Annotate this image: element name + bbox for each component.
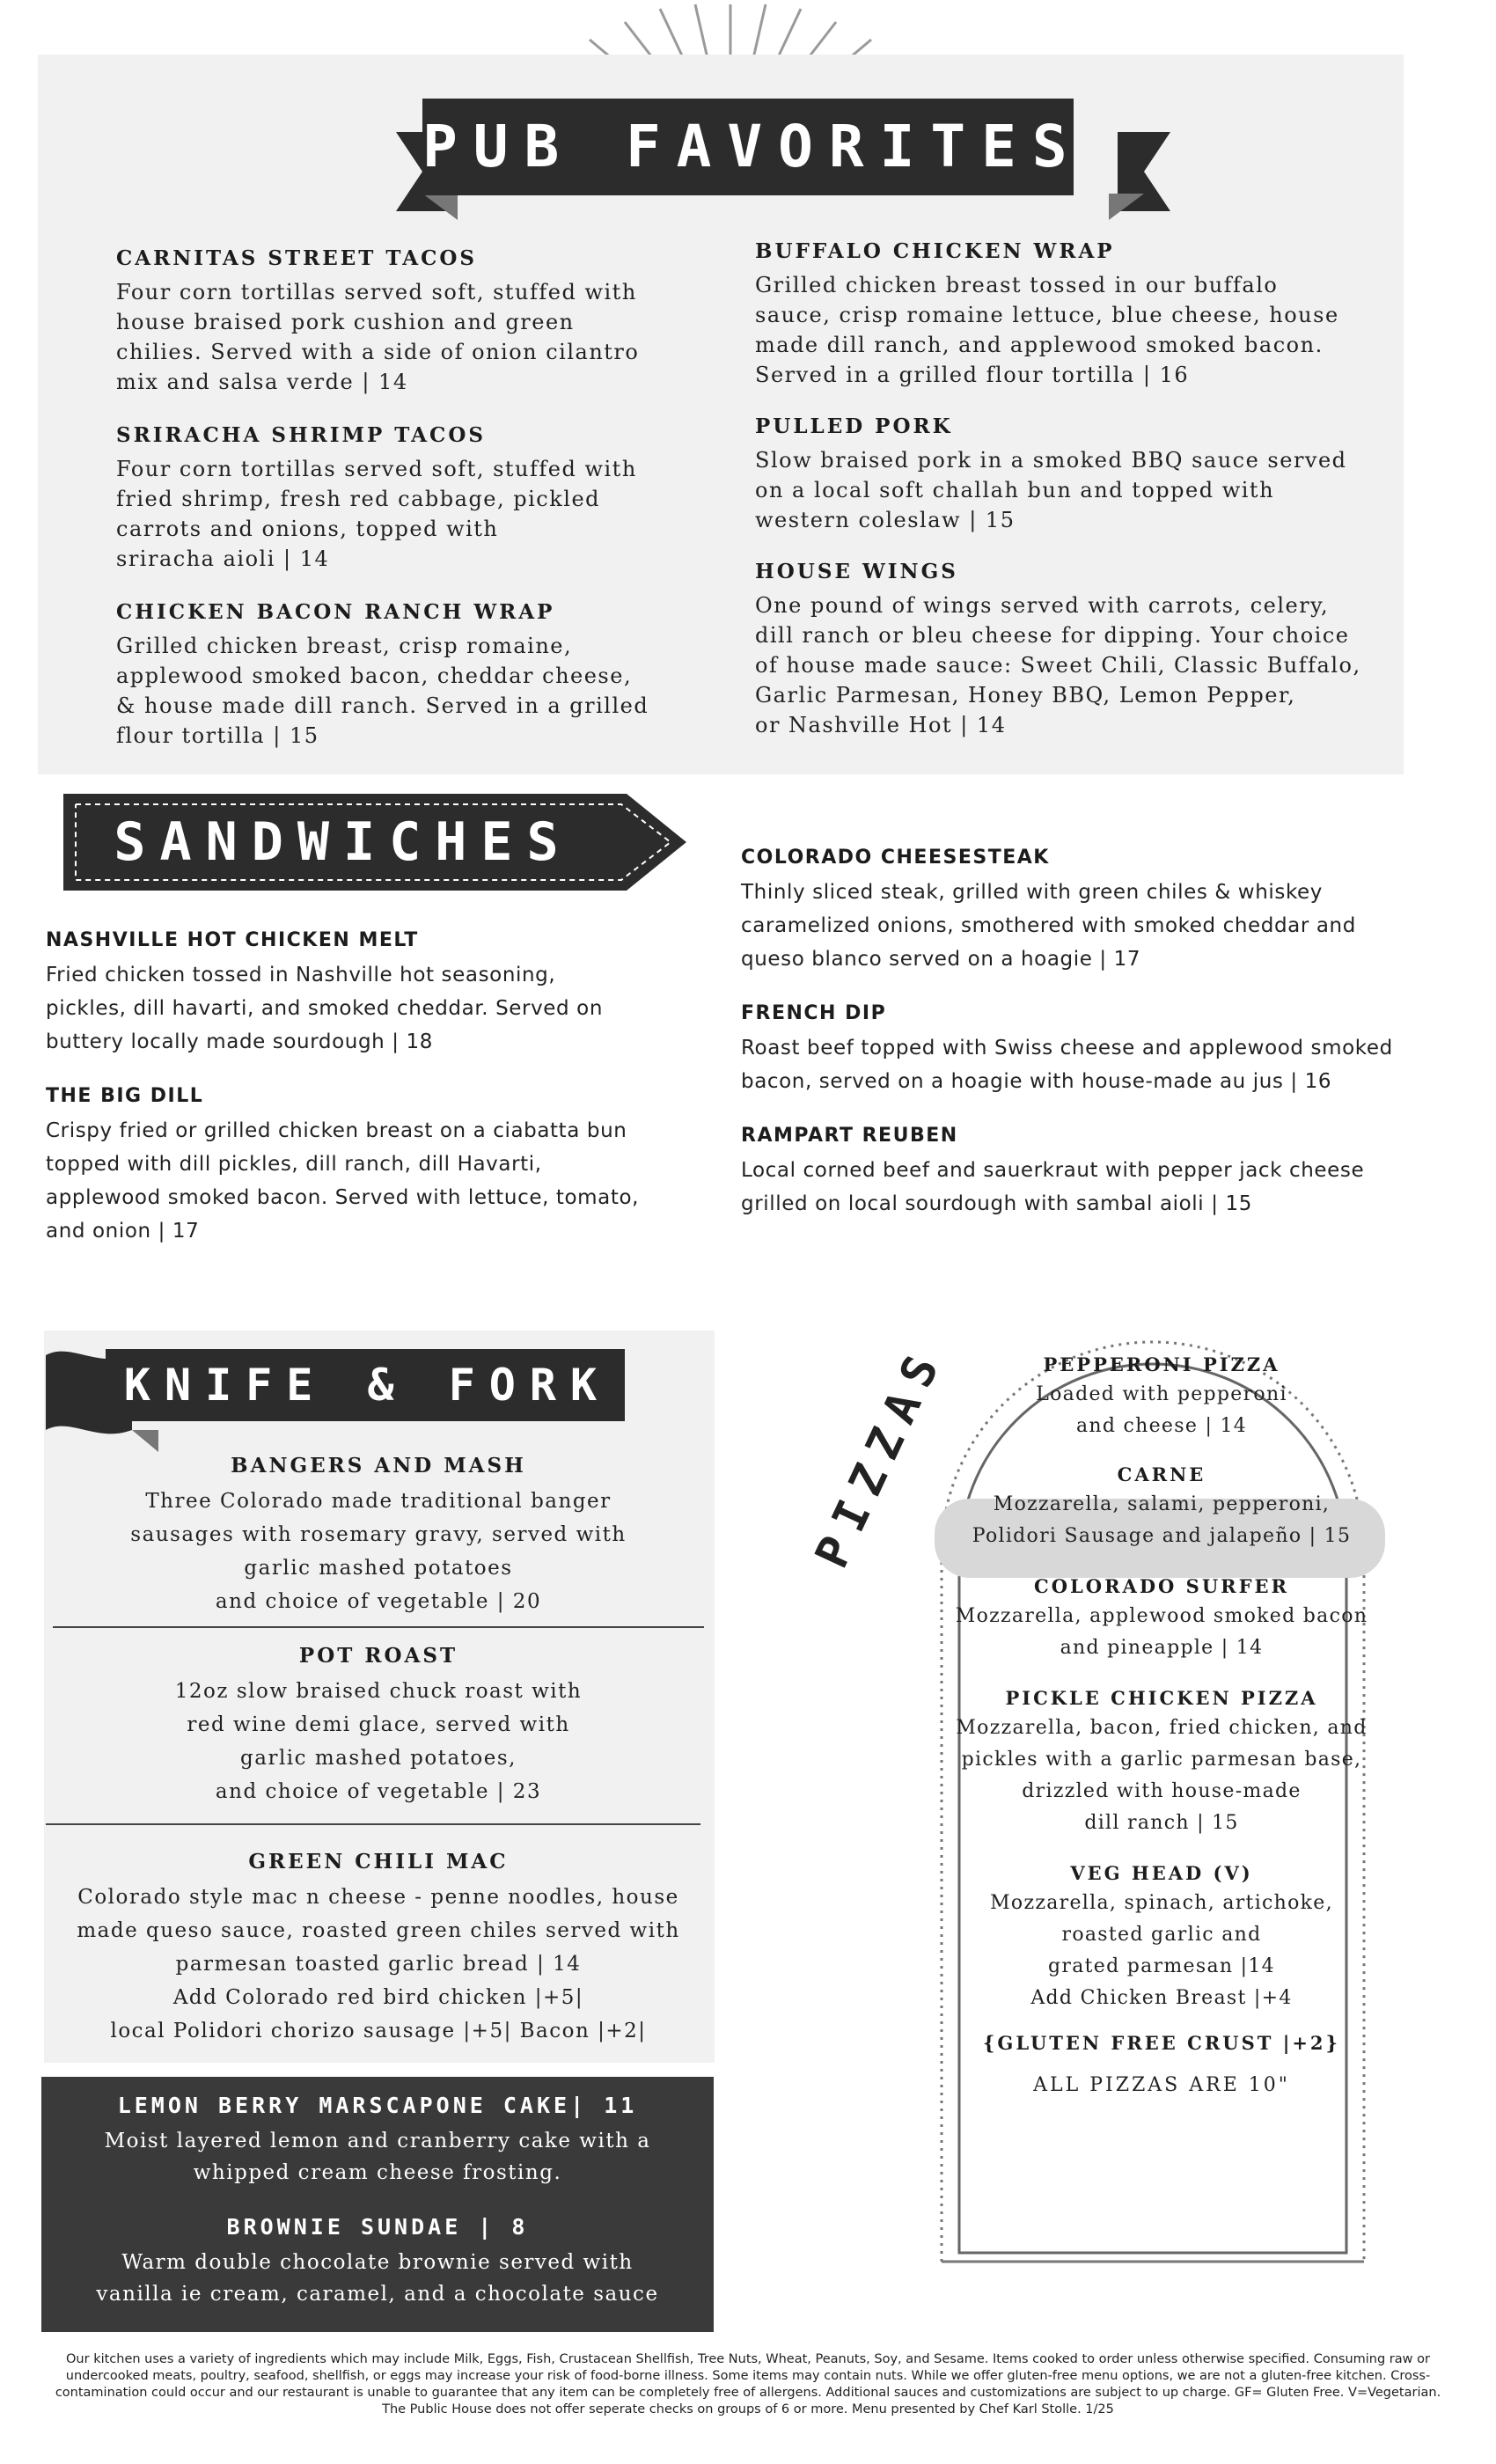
item-description: Grilled chicken breast, crisp romaine, applewood smoked bacon, cheddar cheese, & house made dill ranch. Served in a grilled flour tortilla | 15 [116, 634, 649, 748]
item-description: Mozzarella, spinach, artichoke, roasted garlic and grated parmesan |14 Add Chicken Breast |+4 [990, 1892, 1333, 2009]
menu-item [46, 1085, 697, 1248]
menu-item [933, 1575, 1390, 1664]
item-description: Mozzarella, applewood smoked bacon and pineapple | 14 [955, 1605, 1368, 1659]
item-description: Thinly sliced steak, grilled with green chiles & whiskey caramelized onions, smothered with smoked cheddar and queso blanco served on a hoagie | 17 [741, 881, 1356, 971]
item-description: Colorado style mac n cheese - penne noodles, house made queso sauce, roasted green chiles served with parmesan toasted garlic bread | 14 Add Colorado red bird chicken |+5| local Polidori chorizo sausage |+5| Bacon |+2| [77, 1886, 680, 2042]
item-title: FRENCH DIP [741, 1002, 887, 1024]
item-title: VEG HEAD (V) [1070, 1862, 1253, 1884]
menu-item [755, 239, 1389, 390]
knife-fork-item [53, 1454, 704, 1618]
pub-favorites-left-column [116, 246, 697, 751]
item-title: CARNE [1117, 1463, 1206, 1485]
menu-item [755, 560, 1389, 740]
menu-item [741, 1125, 1463, 1221]
item-description: Loaded with pepperoni and cheese | 14 [1036, 1383, 1287, 1437]
item-title: CHICKEN BACON RANCH WRAP [116, 600, 555, 624]
item-description: One pound of wings served with carrots, celery, dill ranch or bleu cheese for dipping. Your choice of house made sauce: Sweet Chili, Classic Buffalo, Garlic Parmesan, Honey BBQ, Lemon Pepper, or Nashville Hot | 14 [755, 593, 1361, 737]
item-title: BROWNIE SUNDAE | 8 [226, 2214, 529, 2240]
menu-item [755, 414, 1389, 535]
item-title: PEPPERONI PIZZA [1043, 1353, 1280, 1375]
allergen-disclaimer: Our kitchen uses a variety of ingredients which may include Milk, Eggs, Fish, Crustacean Shellfish, Tree Nuts, Wheat, Peanuts, Soy, and Sesame. Items cooked to order unless otherwise specified. Consuming raw or undercooked meats, poultry, seafood, shellfish, or eggs may increase your risk of food-borne illness. Some items may contain nuts. While we offer gluten-free menu options, we are not a gluten-free kitchen. Cross-contamination could occur and our restaurant is unable to guarantee that any item can be completely free of allergens. Additional sauces and customizations are subject to up charge. GF= Gluten Free. V=Vegetarian. The Public House does not offer seperate checks on groups of 6 or more. Menu presented by Chef Karl Stolle. 1/25 [55, 2352, 1441, 2416]
item-title: COLORADO SURFER [1034, 1575, 1289, 1597]
item-title: PULLED PORK [755, 414, 953, 438]
item-description: Mozzarella, bacon, fried chicken, and pickles with a garlic parmesan base, drizzled with house-made dill ranch | 15 [956, 1717, 1368, 1834]
pizza-list [933, 1353, 1390, 2101]
pub-favorites-right-column [755, 239, 1389, 740]
divider-line [46, 1823, 700, 1825]
dessert-item [41, 2093, 714, 2189]
dessert-item [41, 2214, 714, 2310]
item-description: Grilled chicken breast tossed in our buffalo sauce, crisp romaine lettuce, blue cheese, house made dill ranch, and applewood smoked bacon. Served in a grilled flour tortilla | 16 [755, 273, 1339, 387]
menu-item [741, 1002, 1463, 1098]
item-title: NASHVILLE HOT CHICKEN MELT [46, 929, 419, 951]
menu-item [116, 423, 697, 574]
menu-item [933, 1687, 1390, 1839]
gluten-free-note: {GLUTEN FREE CRUST |+2} [982, 2032, 1341, 2054]
menu-item [116, 600, 697, 751]
item-title: LEMON BERRY MARSCAPONE CAKE| 11 [117, 2093, 638, 2118]
item-description: Crispy fried or grilled chicken breast on a ciabatta bun topped with dill pickles, dill ranch, dill Havarti, applewood smoked bacon. Served with lettuce, tomato, and onion | 17 [46, 1119, 640, 1243]
item-title: COLORADO CHEESESTEAK [741, 847, 1050, 869]
item-description: Fried chicken tossed in Nashville hot seasoning, pickles, dill havarti, and smoked cheddar. Served on buttery locally made sourdough | 18 [46, 964, 604, 1053]
knife-fork-item [53, 1644, 704, 1808]
knife-fork-item [48, 1850, 708, 2048]
item-description: Four corn tortillas served soft, stuffed with fried shrimp, fresh red cabbage, pickled carrots and onions, topped with sriracha aioli | 14 [116, 457, 637, 571]
menu-item [741, 847, 1463, 976]
item-title: POT ROAST [298, 1644, 458, 1668]
item-title: HOUSE WINGS [755, 560, 958, 583]
sandwiches-right-column [741, 847, 1463, 1221]
item-description: Slow braised pork in a smoked BBQ sauce served on a local soft challah bun and topped with western coleslaw | 15 [755, 448, 1347, 532]
item-description: Mozzarella, salami, pepperoni, Polidori Sausage and jalapeño | 15 [972, 1493, 1352, 1547]
sandwiches-title: SANDWICHES [114, 811, 573, 873]
menu-item [46, 929, 697, 1059]
sandwiches-left-column [46, 929, 697, 1248]
item-description: Moist layered lemon and cranberry cake with a whipped cream cheese frosting. [104, 2130, 651, 2184]
item-title: BANGERS AND MASH [231, 1454, 526, 1478]
item-title: THE BIG DILL [46, 1085, 204, 1107]
pizza-size-note: ALL PIZZAS ARE 10" [1033, 2074, 1290, 2096]
divider-line [53, 1626, 704, 1628]
item-title: CARNITAS STREET TACOS [116, 246, 478, 270]
item-title: PICKLE CHICKEN PIZZA [1005, 1687, 1318, 1709]
menu-item [933, 1463, 1390, 1552]
pizzas-title: PIZZAS [805, 1337, 955, 1576]
menu-item [933, 1353, 1390, 1442]
item-title: SRIRACHA SHRIMP TACOS [116, 423, 486, 447]
menu-item [116, 246, 697, 397]
item-title: BUFFALO CHICKEN WRAP [755, 239, 1115, 263]
item-description: Warm double chocolate brownie served with vanilla ie cream, caramel, and a chocolate sauce [96, 2251, 659, 2306]
pub-favorites-banner: PUB FAVORITES [422, 99, 1074, 195]
menu-item [933, 1862, 1390, 2014]
item-description: Roast beef topped with Swiss cheese and applewood smoked bacon, served on a hoagie with house-made au jus | 16 [741, 1037, 1393, 1093]
item-title: RAMPART REUBEN [741, 1125, 958, 1147]
knife-fork-title: KNIFE & FORK [123, 1360, 612, 1411]
item-title: GREEN CHILI MAC [248, 1850, 509, 1874]
item-description: Three Colorado made traditional banger sausages with rosemary gravy, served with garlic mashed potatoes and choice of vegetable | 20 [130, 1490, 627, 1613]
item-description: Local corned beef and sauerkraut with pepper jack cheese grilled on local sourdough with sambal aioli | 15 [741, 1159, 1365, 1215]
item-description: Four corn tortillas served soft, stuffed with house braised pork cushion and green chilies. Served with a side of onion cilantro mix and salsa verde | 14 [116, 280, 640, 394]
item-description: 12oz slow braised chuck roast with red wine demi glace, served with garlic mashed potatoes, and choice of vegetable | 23 [174, 1680, 583, 1803]
